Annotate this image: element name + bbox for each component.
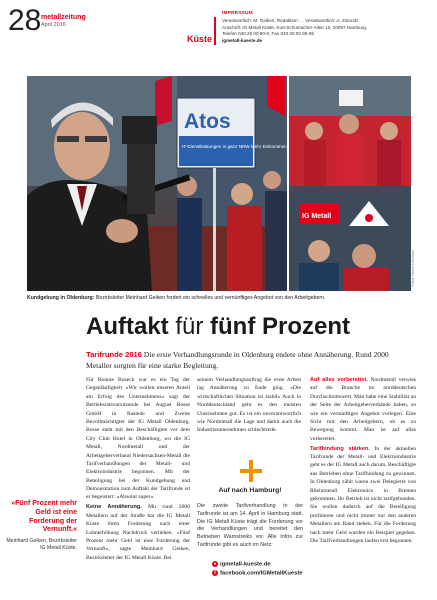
infobox-title: Auf nach Hamburg! <box>218 487 282 494</box>
infobox-text: Die zweite Tarifverhandlung in der Tarifrunde ist am 14. April in Hamburg statt. Die IG Metall Küste trägt die Forderung vor die Verhandlungen und bereitet den Betrieben Warnstreiks vor. Alle Infos zur Tarifrunde gibt es auch im Netz: <box>197 503 303 549</box>
caption-text: Bezirksleiter Meinhard Geiken fordert ein schnelles und vernünftiges Angebot von den Arbeitgebern. <box>94 295 326 301</box>
rally-photo-illustration <box>27 76 287 291</box>
section-label: Küste <box>187 34 213 44</box>
crowd-photo-illustration <box>289 76 411 291</box>
imprint-title: IMPRESSUM <box>222 11 253 16</box>
rally-photo-speaker <box>27 76 287 291</box>
rally-photo-crowd <box>289 76 411 291</box>
infobox-website-link[interactable] <box>212 561 322 568</box>
imprint-website-link[interactable]: igmetall-kueste.de <box>222 37 263 43</box>
lead-kicker: Tarifrunde 2016 <box>86 350 142 359</box>
article-headline <box>86 315 406 339</box>
lead-text: Die erste Verhandlungsrunde in Oldenburg endete ohne Annäherung. Rund 2000 Metaller sorgten für eine starke Begleitung. <box>86 350 389 370</box>
headline-part-3: fünf Prozent <box>210 313 350 340</box>
imprint-address: Anschrift: IG Metall Küste, Kurt-Schumacher-Allee 10, 20097 Hamburg, <box>222 24 368 30</box>
article-column-1 <box>86 376 190 564</box>
column-1-paragraph-2 <box>86 503 190 562</box>
web-icon: ● <box>213 561 217 566</box>
publication-title: metallzeitung <box>41 14 86 21</box>
article-column-3 <box>310 376 416 598</box>
pull-quote-text: »Fünf Prozent mehr Geld ist eine Forderung der Vernunft.« <box>11 500 77 534</box>
column-3-paragraph-1-text: Nordmetall verwies auf die Branche im norddeutschen Durchschnittswert. Man habe eine Stabilität an der Seite der Arbeitgeberverbände haben, so wie ein vernünftiges Angebot vorlegen. Eine Sicht mit den Arbeitgebern, ob es zu Bewegung kommt. Man ist auf alles vorbereitet. <box>310 377 416 442</box>
issue-date: April 2016 <box>41 21 66 28</box>
header-divider <box>214 17 216 45</box>
imprint-responsible: Verantwortlich: M. Geiken, Redaktion: . . Verantwortlich: A. Zolondz <box>222 17 359 23</box>
pull-quote-source: Meinhard Geiken, Bezirksleiter IG Metall Küste. <box>6 538 77 551</box>
column-3-paragraph-1 <box>310 376 416 443</box>
imprint <box>222 11 432 45</box>
publication-name <box>41 14 86 22</box>
headline-part-1: Auftakt <box>86 313 169 340</box>
infobox-facebook-link[interactable] <box>212 570 322 577</box>
photo-credit: Fotos: Heiner Lehmann <box>411 250 415 287</box>
photo-caption <box>27 295 412 301</box>
svg-text:Atos: Atos <box>184 110 231 133</box>
masthead <box>41 14 86 28</box>
svg-text:IG Metall: IG Metall <box>302 213 332 220</box>
pull-quote <box>3 500 77 552</box>
column-1-paragraph-2-text: Mit rund 2000 Metallern auf der Straße hat die IG Metall Küste ihren Forderung nach einer Lohnerhöhung Nachdruck verliehen. »Fünf Prozent mehr Geld ist eine Forderung der Vernunft«, sagte Meinhard Geiken, Bezirksleiter der IG Metall Küste. Bei <box>86 504 190 561</box>
article-column-2 <box>197 376 301 456</box>
headline-part-2: für <box>168 313 211 340</box>
imprint-phone: Telefon 040 28 00 90-0, Fax 040 28 00 90-55 <box>222 31 314 37</box>
page-number: 28 <box>8 4 42 37</box>
column-3-subhead-2: Tarifbindung stärken. <box>310 445 370 452</box>
article-lead <box>86 349 416 371</box>
column-2-paragraph-1: seinem Verhandlungsauftrag die erste Arbeit lag Annäherung zu Ende ging. »Die wirtschaftlichen Situation ist stabil« Auch in Norddeutschland geht es den meisten Unternehmen gut. Es ist ein unverantwortlich wie Nordmetall die Lage und damit auch die Industrieunternehmen schlechtrede. <box>197 377 301 434</box>
column-1-paragraph-1: Für Ronnie Boseck war es ein Tag der Gegenläufigkeit. »Wir wollen unseren Anteil am Erfolg des Unternehmens« sagt der Betriebsratsvorsitzende bei August Bosse GmbH in Rastede und Zweite Bevollmächtigter der IG Metall Oldenburg. Bosse steht mit den Beschäftigten vor dem City Club Hotel in Oldenburg, wo die IG Metall, Nordmetall und der Arbeitgeberverband Niedersachsen-Metall die Tarifverhandlungen der Metall- und Elektroindustrie begonnen. Mit der Beteiligung bei der Kundgebung und Demonstration zum Auftakt der Tarifrunde ist er begeistert: »Absolut super«. <box>86 377 190 501</box>
column-1-subhead: Keine Annäherung. <box>86 504 142 511</box>
svg-text:IT-Dienstleistungen in ganz NR: IT-Dienstleistungen in ganz NRW Mehr Einkommen <box>182 144 287 149</box>
column-3-paragraph-2-text: In der aktuellen Tarifrunde der Metall- und Elektroindustrie geht es der IG Metall auch darum, Beschäftigte aus Betrieben ohne Tarifbindung zu gewinnen. In Oldenburg zählt waren zwei Delegierte von Rheinmetall Elektronics in Bremen gekommen. Ihr Betrieb ist nicht tarifgebunden. Sie wollen dadurch auf die Beteiligung profitieren und nicht immer nur den anderen Metallern am Rand stehen. Für die Forderung nach mehr Geld wurden ein Beispiel gegeben. Die Tarifverhandlungen laufen erst begonnen. <box>310 445 416 544</box>
column-3-paragraph-2 <box>310 445 416 546</box>
facebook-icon: f <box>212 570 218 576</box>
infobox-link-2-text: facebook.com/IGMetallKueste <box>220 570 303 577</box>
caption-lead: Kundgebung in Oldenburg: <box>27 295 95 301</box>
column-3-subhead-1: Auf alles vorbereitet. <box>310 377 368 383</box>
infobox-link-1-text: igmetall-kueste.de <box>220 561 271 568</box>
plus-icon <box>240 460 262 482</box>
